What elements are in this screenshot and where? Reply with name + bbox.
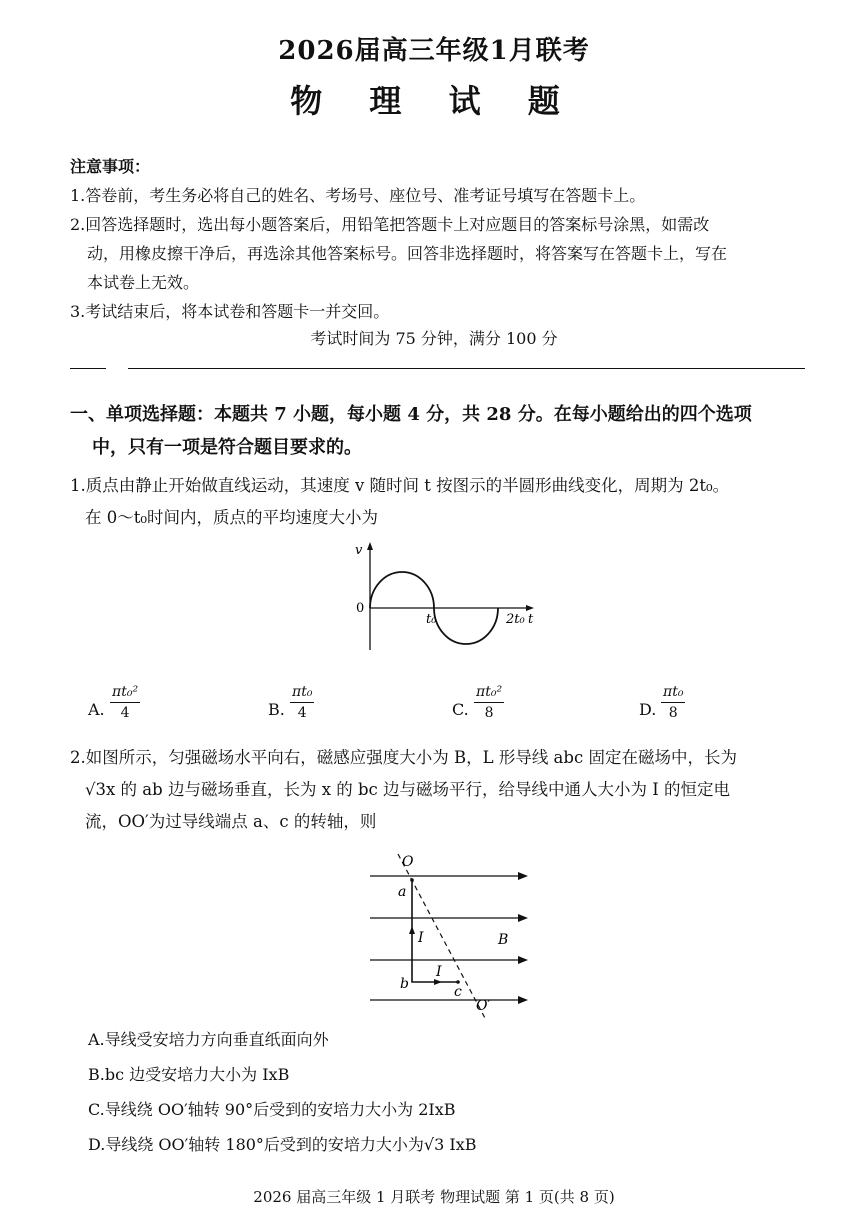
label-I-bc: I (436, 964, 442, 980)
option-d[interactable]: D.导线绕 OO′轴转 180°后受到的安培力大小为√3 IxB (88, 1135, 477, 1154)
option-fraction (661, 682, 685, 723)
label-a: a (398, 884, 407, 900)
denominator: 4 (297, 705, 307, 721)
option-label: C. (452, 700, 469, 719)
notes-heading: 注意事项： (70, 157, 151, 176)
note-line: 本试卷上无效。 (87, 273, 200, 292)
denominator: 8 (484, 705, 494, 721)
velocity-time-graph (340, 538, 540, 658)
option-c[interactable]: C.导线绕 OO′轴转 90°后受到的安培力大小为 2IxB (88, 1100, 456, 1119)
exam-time: 考试时间为 75 分钟，满分 100 分 (310, 329, 558, 348)
question-line: 1.质点由静止开始做直线运动，其速度 v 随时间 t 按图示的半圆形曲线变化，周期为 2t₀。 (70, 476, 730, 495)
label-B: B (498, 932, 509, 948)
page-footer: 2026 届高三年级 1 月联考 物理试题 第 1 页(共 8 页) (253, 1188, 615, 1206)
q1-options (88, 680, 808, 730)
v-label: v (355, 543, 363, 558)
numerator: πt₀ (290, 682, 314, 703)
note-item (70, 210, 810, 297)
option-a[interactable]: A.导线受安培力方向垂直纸面向外 (88, 1030, 329, 1049)
divider (70, 368, 805, 369)
current-arrow-ab (409, 926, 415, 934)
option-label: A. (88, 700, 105, 719)
option-label: B. (268, 700, 285, 719)
label-b: b (400, 976, 409, 992)
label-c: c (454, 984, 462, 1000)
option-fraction (290, 682, 314, 723)
note-item (70, 297, 810, 326)
section-line: 中，只有一项是符合题目要求的。 (92, 437, 362, 458)
t-axis-arrow (526, 605, 534, 611)
note-item (70, 181, 810, 210)
question-line: 在 0～t₀时间内，质点的平均速度大小为 (85, 508, 378, 527)
question-line: 流，OO′为过导线端点 a、c 的转轴，则 (85, 812, 377, 831)
option-label: D. (639, 700, 657, 719)
note-line: 3.考试结束后，将本试卷和答题卡一并交回。 (70, 302, 390, 321)
lower-semicircle (434, 608, 498, 644)
numerator: πt₀ (661, 682, 685, 703)
denominator: 4 (120, 705, 130, 721)
question-2 (70, 742, 810, 838)
notes-block (70, 152, 810, 326)
q2-options (88, 1022, 788, 1162)
exam-title: 2026届高三年级1月联考 (278, 36, 590, 66)
origin-label: 0 (356, 601, 365, 616)
question-1 (70, 470, 810, 534)
denominator: 8 (668, 705, 678, 721)
note-line: 动，用橡皮擦干净后，再选涂其他答案标号。回答非选择题时，将答案写在答题卡上，写在 (87, 244, 728, 263)
numerator: πt₀² (474, 682, 504, 703)
note-line: 2.回答选择题时，选出每小题答案后，用铅笔把答题卡上对应题目的答案标号涂黑，如需改 (70, 215, 710, 234)
note-line: 1.答卷前，考生务必将自己的姓名、考场号、座位号、准考证号填写在答题卡上。 (70, 186, 646, 205)
label-O-prime: O′ (476, 998, 491, 1014)
magnetic-field-diagram (366, 852, 536, 1024)
t0-label: t₀ (426, 612, 437, 627)
2t0-label: 2t₀ (506, 612, 525, 627)
option-fraction (474, 682, 504, 723)
upper-semicircle (370, 572, 434, 608)
subject-title: 物 理 试 题 (290, 82, 578, 120)
section-heading (70, 398, 810, 464)
option-b[interactable]: B.bc 边受安培力大小为 IxB (88, 1065, 290, 1084)
v-axis-arrow (367, 542, 373, 550)
t-label: t (528, 612, 534, 627)
numerator: πt₀² (110, 682, 140, 703)
field-arrows (518, 872, 528, 1004)
label-O: O (402, 854, 414, 870)
option-fraction (110, 682, 140, 723)
section-line: 一、单项选择题：本题共 7 小题，每小题 4 分，共 28 分。在每小题给出的四个选项 (70, 404, 752, 425)
label-I-ab: I (418, 930, 424, 946)
question-line: √3x 的 ab 边与磁场垂直，长为 x 的 bc 边与磁场平行，给导线中通人大小为 I 的恒定电 (85, 780, 731, 799)
question-line: 2.如图所示，匀强磁场水平向右，磁感应强度大小为 B，L 形导线 abc 固定在磁场中，长为 (70, 748, 737, 767)
